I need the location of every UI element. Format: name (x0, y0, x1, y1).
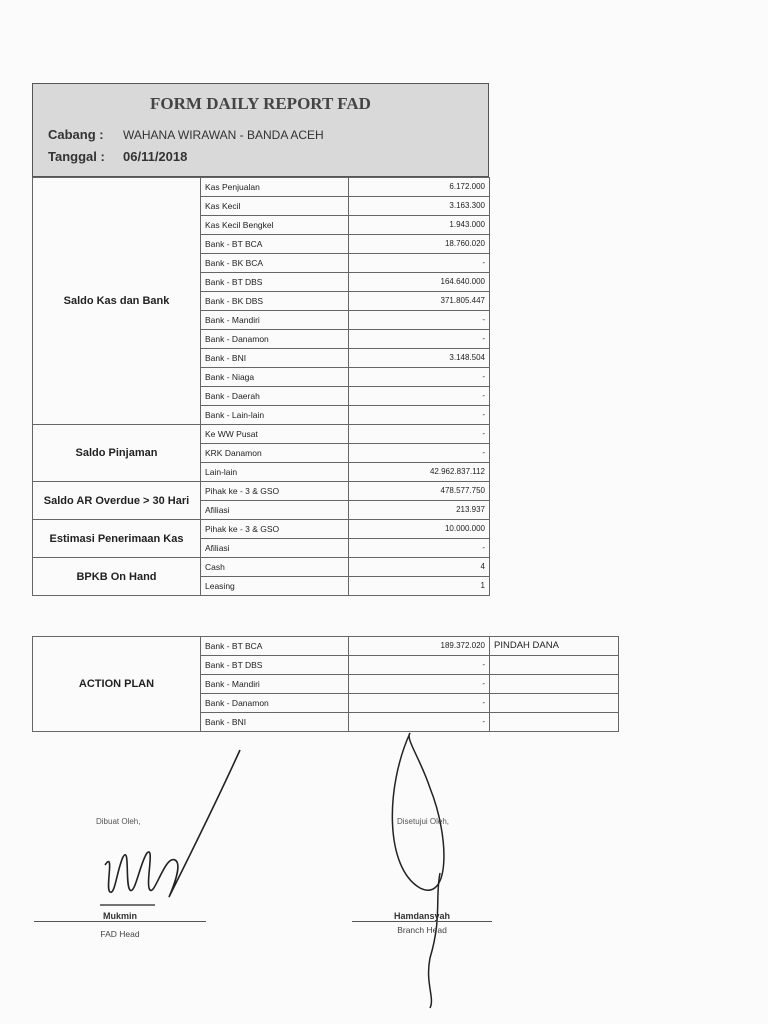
report-header (32, 83, 489, 177)
cabang-value: WAHANA WIRAWAN - BANDA ACEH (123, 128, 324, 142)
prepared-by-label: Dibuat Oleh, (96, 817, 141, 826)
report-table (32, 177, 490, 596)
row-value: - (349, 311, 490, 330)
row-item: Ke WW Pusat (201, 425, 349, 444)
table-row (33, 558, 490, 577)
signature-line-left (34, 921, 206, 922)
row-value: - (349, 330, 490, 349)
row-value: - (349, 387, 490, 406)
signature-left-icon (95, 745, 255, 915)
section-group-label: Estimasi Penerimaan Kas (33, 520, 201, 558)
row-value: 164.640.000 (349, 273, 490, 292)
row-item: KRK Danamon (201, 444, 349, 463)
action-value: - (349, 656, 490, 675)
prepared-by-name: Mukmin (102, 911, 137, 921)
report-title: FORM DAILY REPORT FAD (150, 94, 371, 113)
row-item: Bank - BK BCA (201, 254, 349, 273)
row-item: Afiliasi (201, 539, 349, 558)
row-value: 4 (349, 558, 490, 577)
row-item: Lain-lain (201, 463, 349, 482)
section-group-label: Saldo Kas dan Bank (33, 178, 201, 425)
row-item: Bank - BNI (201, 349, 349, 368)
row-item: Kas Penjualan (201, 178, 349, 197)
table-row (33, 178, 490, 197)
table-row (33, 520, 490, 539)
row-value: 213.937 (349, 501, 490, 520)
row-item: Bank - Mandiri (201, 311, 349, 330)
table-row (33, 425, 490, 444)
action-note (490, 694, 619, 713)
action-value: 189.372.020 (349, 637, 490, 656)
row-item: Leasing (201, 577, 349, 596)
row-value: 478.577.750 (349, 482, 490, 501)
row-item: Bank - Daerah (201, 387, 349, 406)
signature-right-icon (380, 728, 470, 1013)
approved-by-name: Hamdansyah (393, 911, 451, 921)
action-note (490, 656, 619, 675)
action-item: Bank - BT BCA (201, 637, 349, 656)
tanggal-value: 06/11/2018 (123, 149, 188, 164)
row-value: - (349, 254, 490, 273)
action-note (490, 713, 619, 732)
approved-by-label: Disetujui Oleh, (397, 817, 450, 826)
action-note: PINDAH DANA (490, 637, 619, 656)
row-value: 1.943.000 (349, 216, 490, 235)
action-plan-table (32, 636, 619, 732)
row-value: - (349, 425, 490, 444)
section-group-label: Saldo AR Overdue > 30 Hari (33, 482, 201, 520)
row-value: 18.760.020 (349, 235, 490, 254)
row-value: 42.962.837.112 (349, 463, 490, 482)
action-plan-label: ACTION PLAN (33, 637, 201, 732)
action-note (490, 675, 619, 694)
row-item: Pihak ke - 3 & GSO (201, 520, 349, 539)
row-value: 3.148.504 (349, 349, 490, 368)
action-item: Bank - BT DBS (201, 656, 349, 675)
cabang-label: Cabang : (48, 127, 104, 142)
row-value: 6.172.000 (349, 178, 490, 197)
row-value: - (349, 444, 490, 463)
table-row (33, 482, 490, 501)
row-item: Bank - Niaga (201, 368, 349, 387)
row-value: 3.163.300 (349, 197, 490, 216)
row-item: Kas Kecil Bengkel (201, 216, 349, 235)
row-item: Bank - BK DBS (201, 292, 349, 311)
action-value: - (349, 713, 490, 732)
signature-line-right (352, 921, 492, 922)
row-value: 1 (349, 577, 490, 596)
prepared-by-role: FAD Head (100, 929, 140, 939)
row-item: Afiliasi (201, 501, 349, 520)
row-value: 10.000.000 (349, 520, 490, 539)
action-item: Bank - BNI (201, 713, 349, 732)
row-item: Kas Kecil (201, 197, 349, 216)
approved-by-role: Branch Head (397, 925, 447, 935)
row-value: - (349, 368, 490, 387)
action-row (33, 637, 619, 656)
row-item: Bank - Lain-lain (201, 406, 349, 425)
action-item: Bank - Danamon (201, 694, 349, 713)
action-value: - (349, 675, 490, 694)
tanggal-label: Tanggal : (48, 149, 105, 164)
row-value: - (349, 539, 490, 558)
row-item: Bank - Danamon (201, 330, 349, 349)
section-group-label: BPKB On Hand (33, 558, 201, 596)
row-value: 371.805.447 (349, 292, 490, 311)
section-group-label: Saldo Pinjaman (33, 425, 201, 482)
row-item: Bank - BT DBS (201, 273, 349, 292)
row-value: - (349, 406, 490, 425)
row-item: Bank - BT BCA (201, 235, 349, 254)
row-item: Pihak ke - 3 & GSO (201, 482, 349, 501)
action-item: Bank - Mandiri (201, 675, 349, 694)
row-item: Cash (201, 558, 349, 577)
action-value: - (349, 694, 490, 713)
